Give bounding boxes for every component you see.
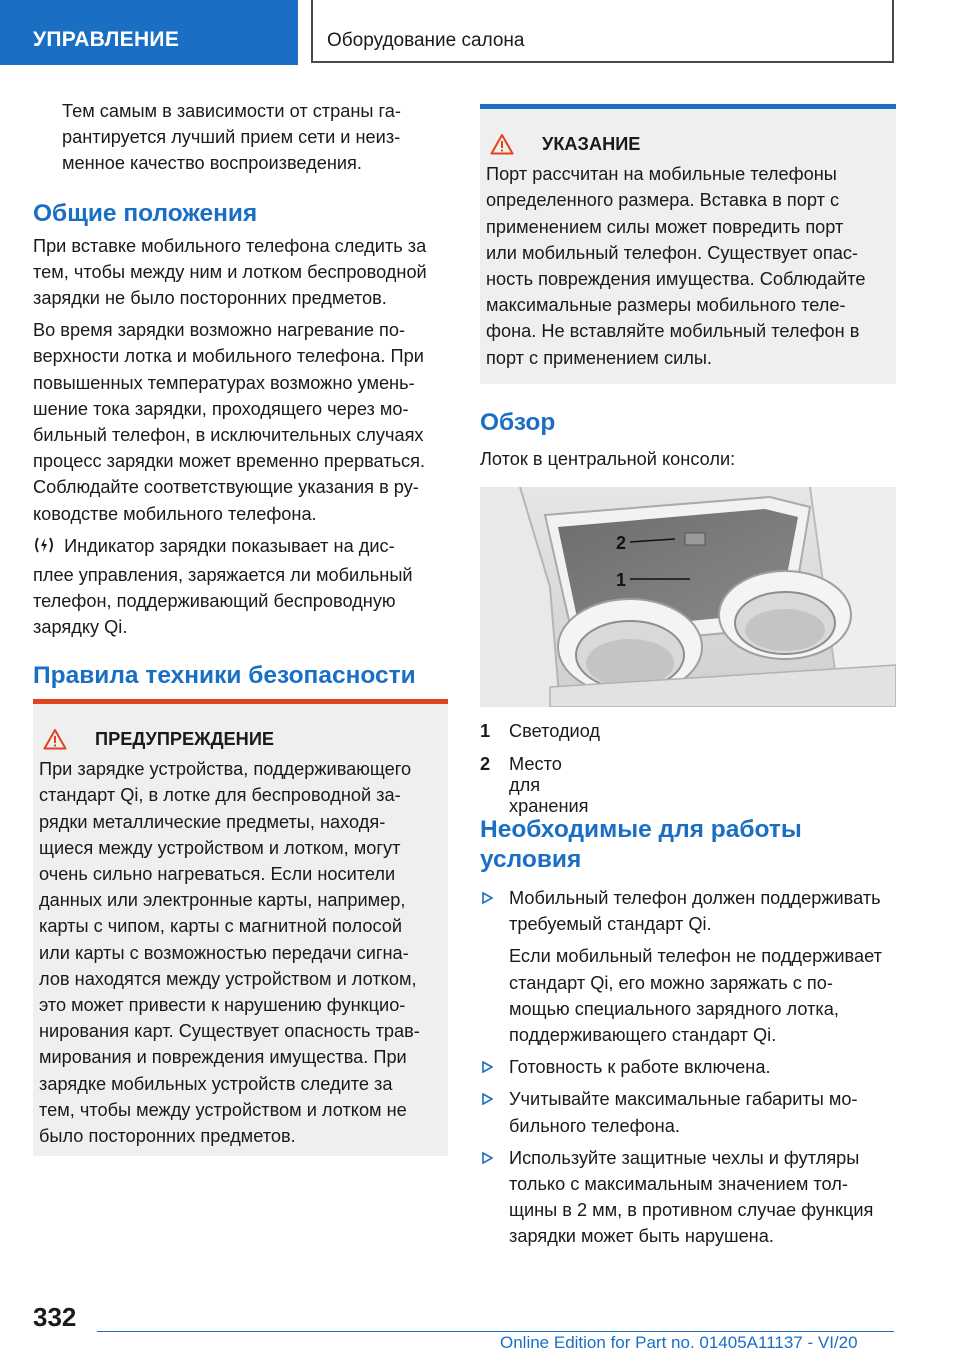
general-paragraph-1 — [33, 233, 448, 312]
triangle-bullet-icon — [481, 1061, 493, 1073]
warning-title-text: ПРЕДУПРЕЖДЕНИЕ — [95, 729, 275, 749]
overview-section — [480, 408, 896, 472]
text-line: поддерживающего стандарт Qi. — [509, 1025, 777, 1046]
note-box — [480, 109, 896, 384]
heading-line: условия — [480, 846, 582, 873]
note-body — [486, 161, 886, 371]
warning-body — [39, 756, 438, 1149]
wireless-charging-icon — [33, 535, 59, 562]
note-title-text: УКАЗАНИЕ — [542, 134, 641, 154]
text-line: тем, чтобы между устройством и лотком не — [39, 1099, 407, 1120]
text-line: максимальные размеры мобильного теле- — [486, 295, 846, 316]
text-line: Во время зарядки возможно нагревание по- — [33, 320, 406, 341]
text-line: очень сильно нагреваться. Если носители — [39, 864, 396, 885]
text-line: рантируется лучший прием сети и неиз- — [62, 127, 401, 148]
text-line: зарядку Qi. — [33, 617, 128, 638]
text-line: Индикатор зарядки показывает на дис- — [64, 535, 395, 556]
overview-heading: Обзор — [480, 409, 556, 436]
heading-line: Необходимые для работы — [480, 816, 802, 843]
text-line: Тем самым в зависимости от страны га- — [62, 101, 401, 121]
text-line: тем, чтобы между ним и лотком беспроводной — [33, 261, 427, 282]
text-line: это может привести к нарушению функцио- — [39, 995, 406, 1016]
text-line: зарядки не было посторонних предметов. — [33, 288, 387, 309]
text-line: повышенных температурах возможно умень- — [33, 372, 415, 393]
text-line: мощью специального зарядного лотка, — [509, 998, 839, 1019]
list-item-note — [480, 943, 896, 1048]
text-line: При зарядке устройства, поддерживающего — [39, 759, 412, 780]
text-line: порт с применением силы. — [486, 347, 712, 368]
text-line: Используйте защитные чехлы и футляры — [509, 1147, 860, 1168]
text-line: Соблюдайте соответствующие указания в ру- — [33, 477, 419, 498]
overview-text: Лоток в центральной консоли: — [480, 449, 736, 469]
figure-label-1: 1 — [616, 570, 627, 590]
text-line: бильный телефон, в исключительных случаях — [33, 425, 424, 446]
warning-triangle-icon — [490, 133, 514, 155]
intro-paragraph — [33, 98, 448, 177]
text-line: ководстве мобильного телефона. — [33, 503, 317, 524]
section-tab — [0, 0, 298, 65]
text-line: или мобильный телефон. Существует опас- — [486, 242, 858, 263]
requirements-heading — [480, 815, 896, 875]
left-column — [33, 98, 448, 691]
text-line: было посторонних предметов. — [39, 1126, 296, 1147]
text-line: мирования и повреждения имущества. При — [39, 1047, 407, 1068]
text-line: Если мобильный телефон не поддерживает — [509, 946, 882, 967]
text-line: бильного телефона. — [509, 1115, 680, 1136]
text-line: стандарт Qi, его можно заряжать с по- — [509, 972, 833, 993]
text-line: Мобильный телефон должен поддерживать — [509, 888, 881, 908]
legend-number: 1 — [480, 721, 491, 741]
note-title — [486, 131, 886, 157]
text-line: данных или электронные карты, например, — [39, 890, 406, 911]
text-line: щиеся между устройством и лотком, могут — [39, 837, 401, 858]
page-number: 332 — [33, 1302, 77, 1332]
chapter-tab — [311, 0, 894, 63]
text-line: только с максимальным значением тол- — [509, 1174, 848, 1195]
text-line: зарядке мобильных устройств следите за — [39, 1073, 393, 1094]
triangle-bullet-icon — [481, 1093, 493, 1105]
triangle-bullet-icon — [481, 892, 493, 904]
list-item — [480, 1054, 896, 1080]
figure-label-2: 2 — [616, 533, 627, 553]
triangle-bullet-icon — [481, 1152, 493, 1164]
text-line: стандарт Qi, в лотке для беспроводной за- — [39, 785, 401, 806]
text-line: процесс зарядки может временно прерваться. — [33, 451, 426, 472]
legend-number: 2 — [480, 754, 491, 774]
general-heading: Общие положения — [33, 199, 258, 227]
list-item — [480, 885, 896, 937]
console-tray-figure — [480, 487, 896, 707]
text-line: менное качество воспроизведения. — [62, 153, 362, 174]
text-line: лов находятся между устройством и лотком, — [39, 968, 417, 989]
chapter-title: Оборудование салона — [327, 30, 525, 51]
text-line: применением силы может повредить порт — [486, 216, 844, 237]
text-line: зарядки может быть нарушена. — [509, 1226, 774, 1247]
warning-triangle-icon — [43, 728, 67, 750]
console-tray-illustration — [480, 487, 896, 707]
text-line: ность повреждения имущества. Соблюдайте — [486, 269, 866, 290]
safety-heading: Правила техники безопасности — [33, 661, 416, 689]
legend-text: Место для хранения — [509, 754, 589, 816]
legend-text: Светодиод — [509, 721, 601, 741]
section-title: УПРАВЛЕНИЕ — [33, 28, 180, 51]
text-line: При вставке мобильного телефона следить за — [33, 235, 427, 256]
text-line: карты с чипом, карты с магнитной полосой — [39, 916, 403, 937]
text-line: нирования карт. Существует опасность трав- — [39, 1021, 420, 1042]
general-paragraph-3 — [33, 533, 448, 641]
text-line: Учитывайте максимальные габариты мо- — [509, 1089, 858, 1110]
footer-divider — [97, 1331, 894, 1332]
requirements-section — [480, 815, 896, 1250]
text-line: плее управления, заряжается ли мобильный — [33, 565, 413, 586]
warning-title — [39, 726, 438, 752]
warning-box — [33, 704, 448, 1156]
text-line: или карты с возможностью передачи сигна- — [39, 942, 409, 963]
text-line: верхности лотка и мобильного телефона. При — [33, 346, 424, 367]
text-line: шение тока зарядки, проходящего через мо- — [33, 398, 409, 419]
text-line: определенного размера. Вставка в порт с — [486, 190, 840, 211]
text-line: щины в 2 мм, в противном случае функция — [509, 1200, 874, 1221]
list-item — [480, 1086, 896, 1138]
list-item — [480, 1145, 896, 1250]
text-line: рядки металлические предметы, находя- — [39, 811, 386, 832]
general-paragraph-2 — [33, 317, 448, 527]
text-line: требуемый стандарт Qi. — [509, 914, 712, 935]
footer-edition: Online Edition for Part no. 01405A11137 - VI/20 — [500, 1333, 858, 1352]
text-line: фона. Не вставляйте мобильный телефон в — [486, 321, 860, 342]
text-line: Порт рассчитан на мобильные телефоны — [486, 164, 837, 185]
text-line: телефон, поддерживающий беспроводную — [33, 591, 396, 612]
text-line: Готовность к работе включена. — [509, 1057, 771, 1078]
